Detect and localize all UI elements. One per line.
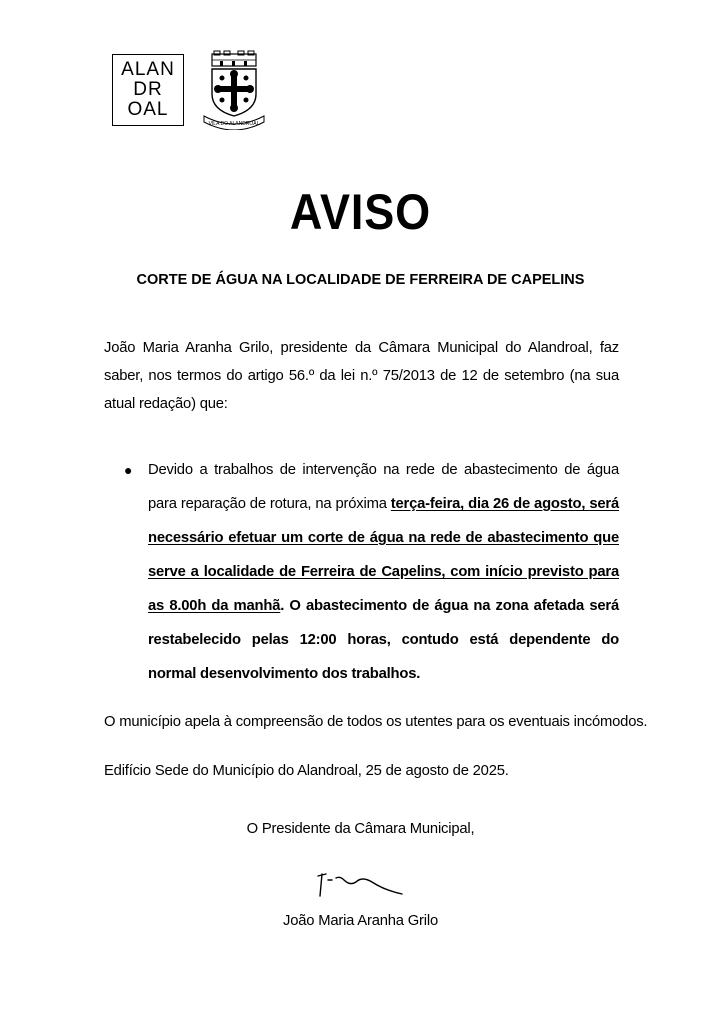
appeal-paragraph: O município apela à compreensão de todos os utentes para os eventuais incómodos. [104, 714, 648, 730]
place-date: Edifício Sede do Município do Alandroal, 25 de agosto de 2025. [104, 763, 509, 779]
bullet-text-part2: . O abastecimento de água na zona afetada será restabelecido pelas 12:00 horas, contudo está dependente do normal desenvolvimento dos trabalhos. [148, 598, 619, 682]
notice-subtitle: CORTE DE ÁGUA NA LOCALIDADE DE FERREIRA DE CAPELINS [136, 272, 585, 288]
bullet-icon: ● [124, 462, 133, 478]
bullet-text-part1: Devido a trabalhos de intervenção na rede de abastecimento de água para reparação de rotura, na próxima [148, 462, 619, 512]
logo-line-2: DR [133, 79, 163, 100]
notice-bullet-item [124, 453, 619, 691]
crest-caption: VILA DO ALANDROAL [208, 121, 260, 127]
municipal-crest-icon [198, 50, 270, 130]
intro-paragraph: João Maria Aranha Grilo, presidente da Câmara Municipal do Alandroal, faz saber, nos termos do artigo 56.º da lei n.º 75/2013 de 12 de setembro (na sua atual redação) que: [104, 340, 619, 412]
bullet-text-underlined: terça-feira, dia 26 de agosto, será necessário efetuar um corte de água na rede de abastecimento que serve a localidade de Ferreira de Capelins, com início previsto para as 8.00h da manhã [148, 496, 619, 614]
logo-line-3: OAL [127, 99, 169, 120]
signature-role: O Presidente da Câmara Municipal, [246, 821, 475, 837]
signer-name: João Maria Aranha Grilo [283, 913, 438, 929]
alandroal-logo [112, 54, 184, 126]
bullet-text [148, 453, 619, 691]
page-title: AVISO [289, 184, 432, 240]
signature-icon [310, 866, 410, 906]
logo-line-1: ALAN [121, 59, 175, 80]
